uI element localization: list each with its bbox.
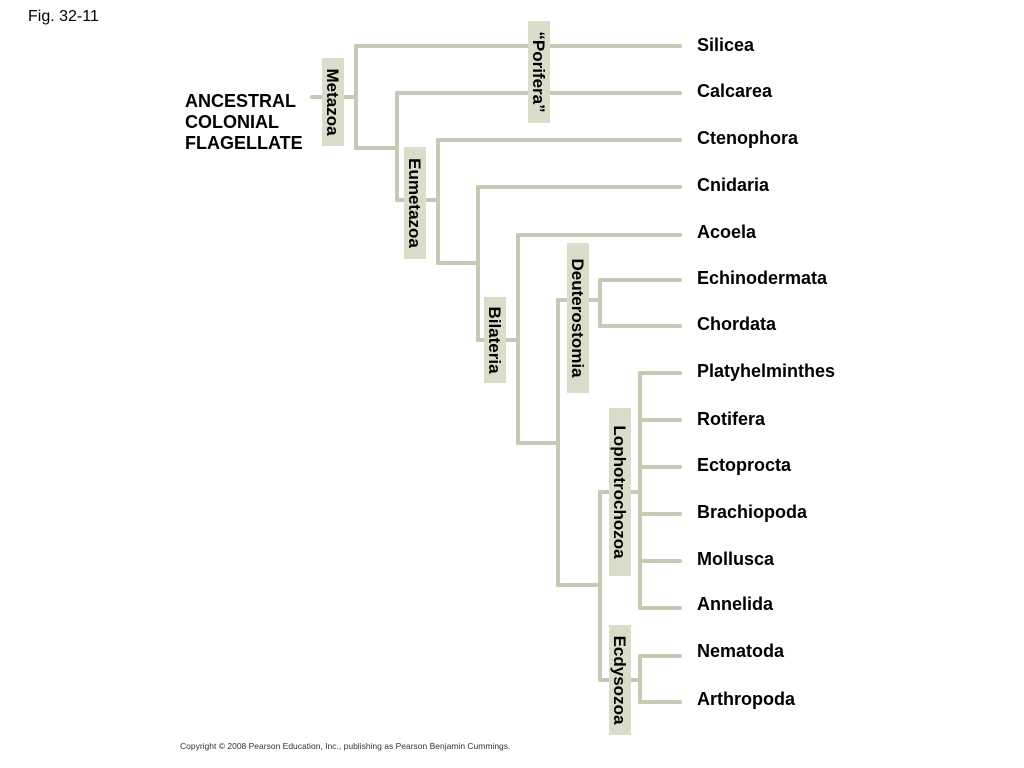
clade-label-ecdysozoa-text: Ecdysozoa	[610, 635, 629, 725]
clade-label-eumetazoa	[404, 147, 426, 259]
copyright-notice: Copyright © 2008 Pearson Education, Inc., publishing as Pearson Benjamin Cummings.	[180, 741, 511, 751]
taxon-label-mollusca: Mollusca	[697, 549, 775, 569]
taxon-label-nematoda: Nematoda	[697, 641, 785, 661]
clade-label-bilateria-text: Bilateria	[485, 306, 504, 374]
clade-label-porifera-text: “Porifera”	[529, 31, 548, 113]
root-label-line: COLONIAL	[185, 112, 279, 132]
clade-label-metazoa	[322, 58, 344, 146]
taxon-label-ectoprocta: Ectoprocta	[697, 455, 792, 475]
taxon-label-chordata: Chordata	[697, 314, 777, 334]
root-label-line: ANCESTRAL	[185, 91, 296, 111]
taxon-label-acoela: Acoela	[697, 222, 757, 242]
taxon-label-echinodermata: Echinodermata	[697, 268, 828, 288]
clade-label-porifera	[528, 21, 550, 123]
taxon-label-arthropoda: Arthropoda	[697, 689, 795, 709]
clade-label-deuterostomia-text: Deuterostomia	[568, 258, 587, 378]
taxon-label-rotifera: Rotifera	[697, 409, 766, 429]
taxon-label-annelida: Annelida	[697, 594, 774, 614]
clade-label-bilateria	[484, 297, 506, 383]
clade-label-lophotrochozoa	[609, 408, 631, 576]
root-label-line: FLAGELLATE	[185, 133, 303, 153]
taxon-label-calcarea: Calcarea	[697, 81, 773, 101]
taxon-label-silicea: Silicea	[697, 35, 755, 55]
clade-label-ecdysozoa	[609, 625, 631, 735]
clade-label-deuterostomia	[567, 243, 589, 393]
clade-label-eumetazoa-text: Eumetazoa	[405, 158, 424, 248]
taxon-label-ctenophora: Ctenophora	[697, 128, 798, 148]
clade-label-lophotrochozoa-text: Lophotrochozoa	[610, 425, 629, 559]
taxon-label-cnidaria: Cnidaria	[697, 175, 770, 195]
figure-label: Fig. 32-11	[28, 8, 99, 25]
taxon-label-platyhelminthes: Platyhelminthes	[697, 361, 836, 381]
clade-label-metazoa-text: Metazoa	[323, 68, 342, 136]
taxon-label-brachiopoda: Brachiopoda	[697, 502, 808, 522]
